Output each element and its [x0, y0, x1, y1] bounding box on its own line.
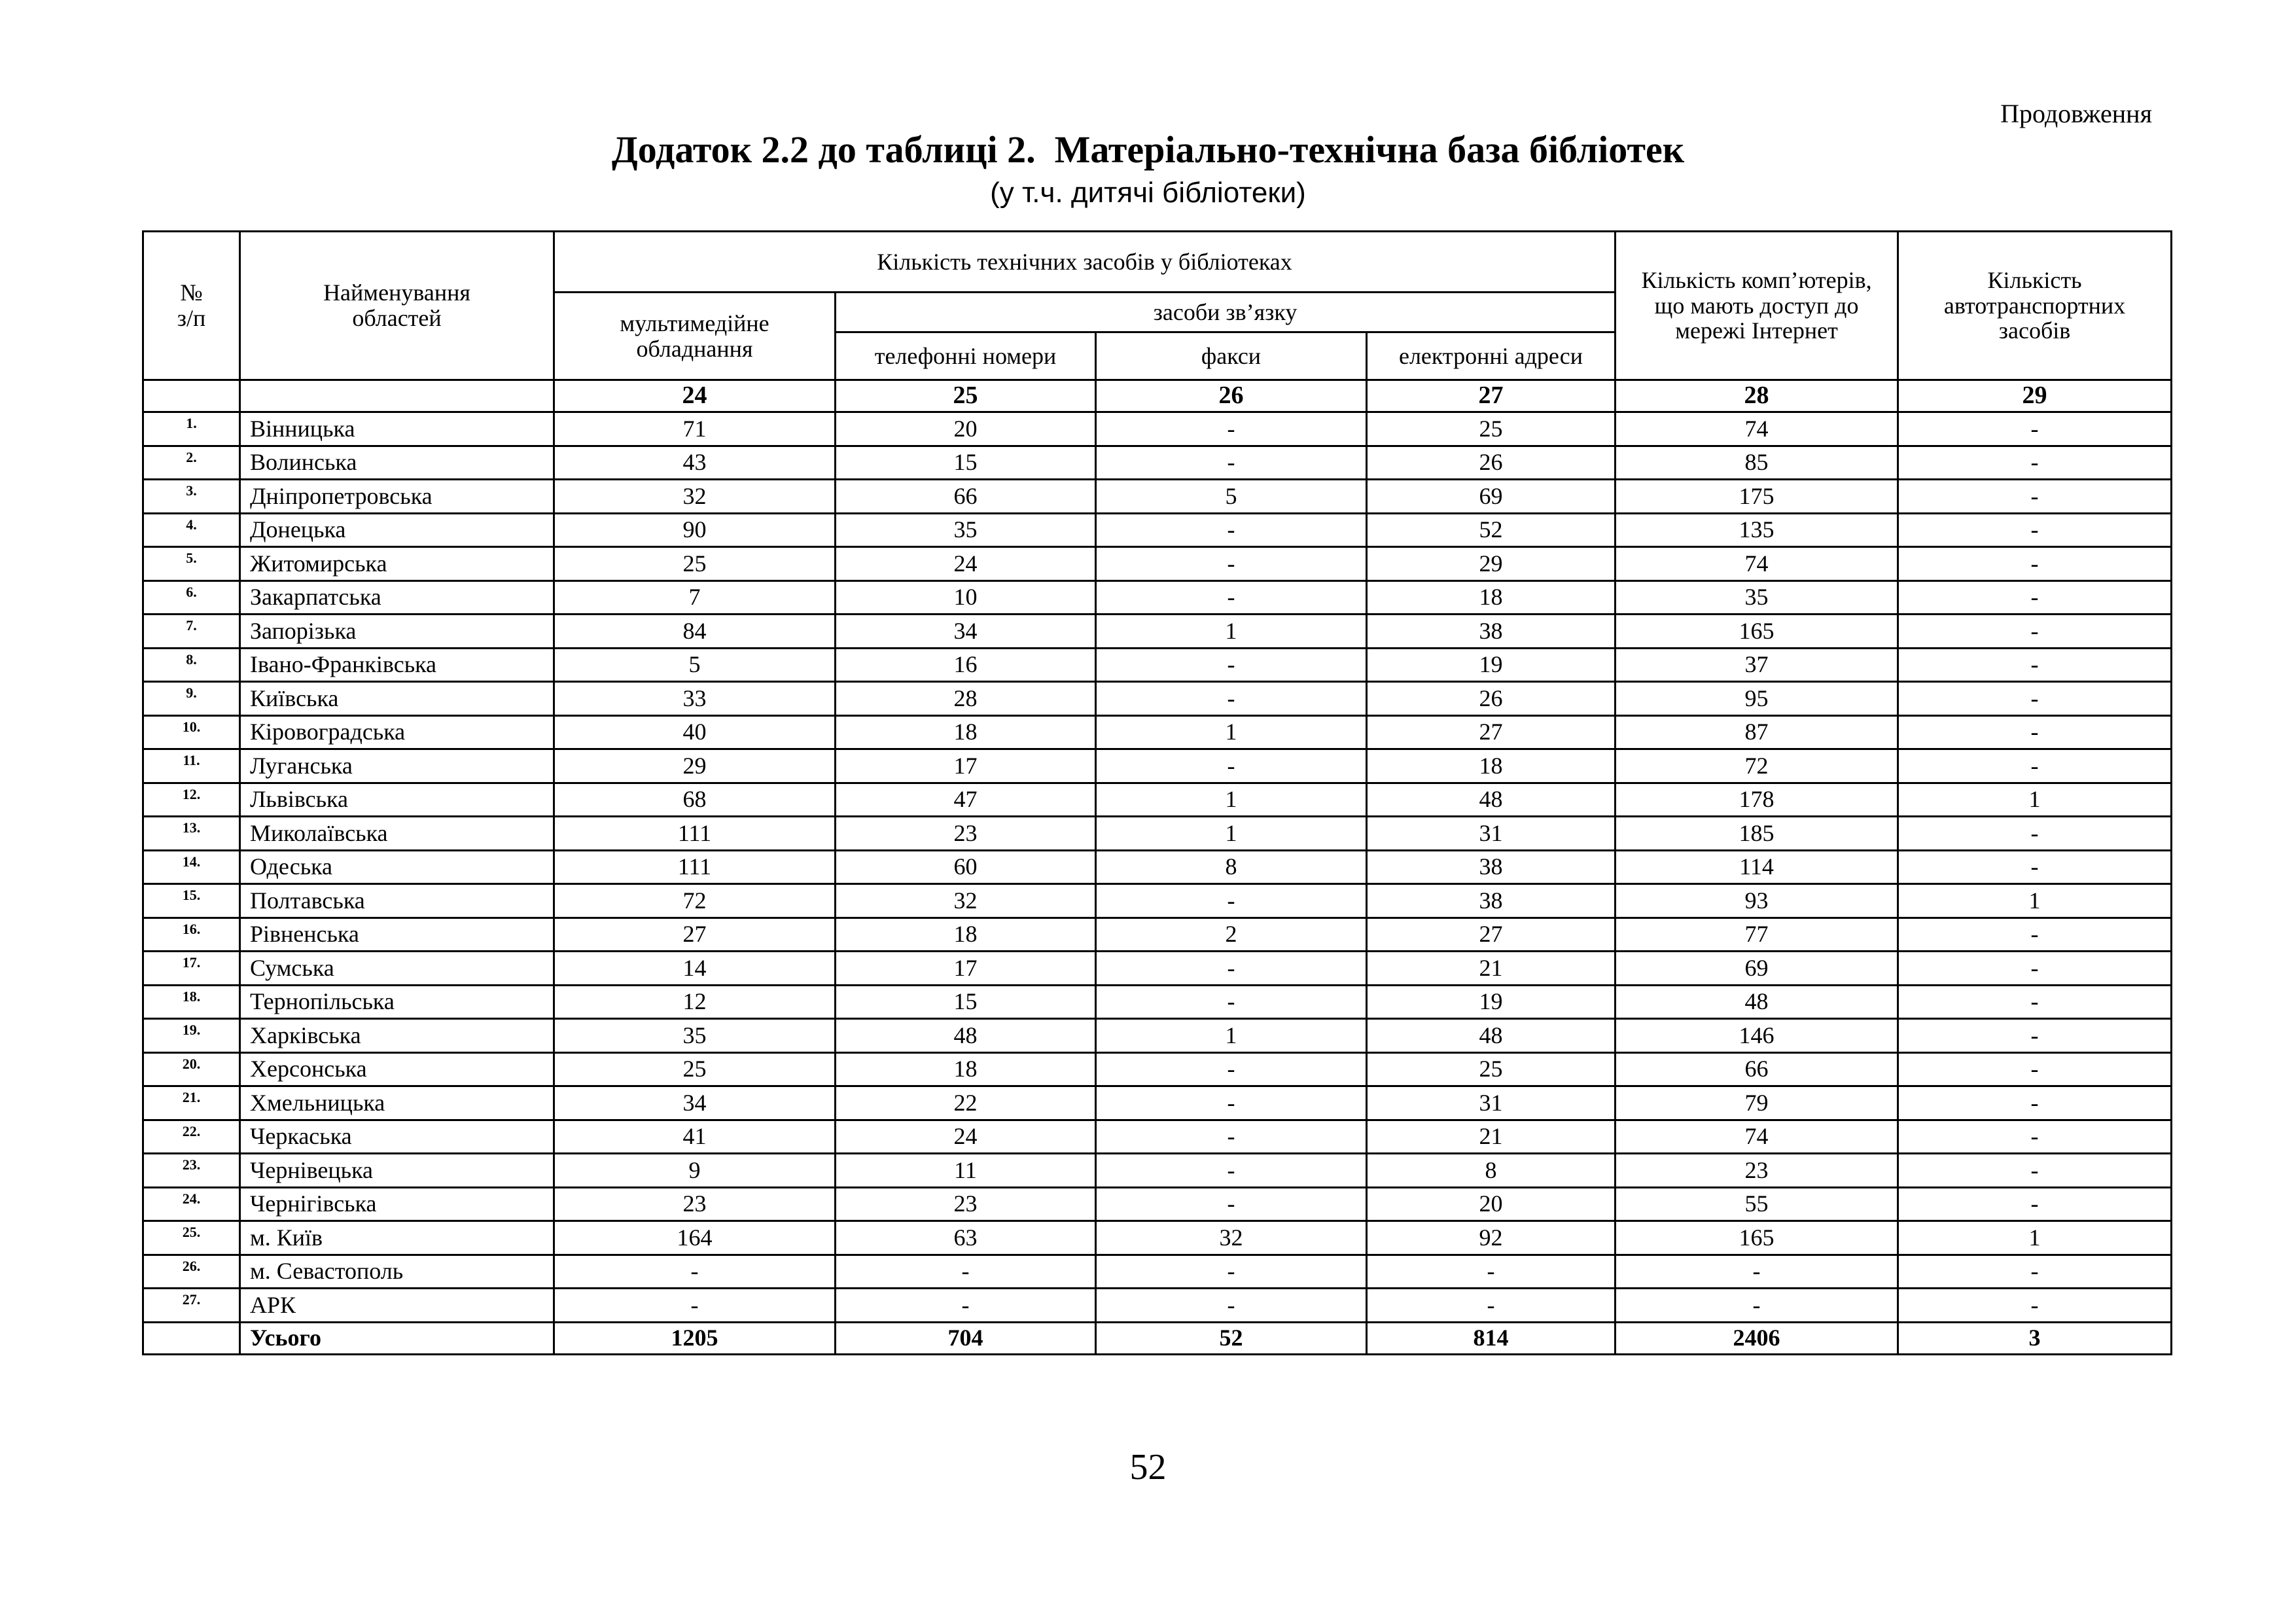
continuation-note: Продовження: [2000, 99, 2152, 128]
email-count: 21: [1367, 1120, 1616, 1154]
row-number: 2.: [143, 446, 240, 480]
region-name: Дніпропетровська: [240, 480, 554, 514]
region-name: Івано-Франківська: [240, 648, 554, 682]
fax-count: -: [1096, 884, 1367, 918]
region-name: Київська: [240, 682, 554, 716]
fax-count: -: [1096, 985, 1367, 1019]
internet-computer-count: 114: [1616, 850, 1898, 884]
fax-count: 32: [1096, 1221, 1367, 1255]
multimedia-count: 7: [554, 580, 836, 615]
fax-count: 1: [1096, 715, 1367, 749]
table-row: [143, 783, 2172, 817]
multimedia-count: 40: [554, 715, 836, 749]
phone-count: 18: [836, 1052, 1096, 1086]
internet-computer-count: 85: [1616, 446, 1898, 480]
fax-count: -: [1096, 1052, 1367, 1086]
fax-count: -: [1096, 412, 1367, 446]
internet-computer-count: 93: [1616, 884, 1898, 918]
phone-count: 63: [836, 1221, 1096, 1255]
region-name: Хмельницька: [240, 1086, 554, 1120]
internet-computer-count: 72: [1616, 749, 1898, 783]
email-count: 21: [1367, 952, 1616, 986]
region-name: Донецька: [240, 513, 554, 547]
phone-count: 18: [836, 918, 1096, 952]
phone-count: 24: [836, 547, 1096, 581]
table-row: [143, 1086, 2172, 1120]
internet-computer-count: 165: [1616, 1221, 1898, 1255]
multimedia-count: -: [554, 1289, 836, 1323]
vehicle-count: -: [1898, 817, 2172, 851]
fax-count: -: [1096, 1255, 1367, 1289]
table-row: [143, 480, 2172, 514]
region-name: Чернігівська: [240, 1187, 554, 1221]
phone-count: 15: [836, 985, 1096, 1019]
internet-computer-count: 79: [1616, 1086, 1898, 1120]
multimedia-count: 25: [554, 547, 836, 581]
vehicle-count: -: [1898, 850, 2172, 884]
email-count: 18: [1367, 580, 1616, 615]
email-count: 92: [1367, 1221, 1616, 1255]
multimedia-count: 14: [554, 952, 836, 986]
phone-count: 18: [836, 715, 1096, 749]
table-row: [143, 985, 2172, 1019]
region-name: Тернопільська: [240, 985, 554, 1019]
table-row: [143, 884, 2172, 918]
phone-count: 23: [836, 817, 1096, 851]
phone-count: 32: [836, 884, 1096, 918]
region-name: Запорізька: [240, 615, 554, 649]
vehicle-count: 1: [1898, 1221, 2172, 1255]
fax-count: -: [1096, 1154, 1367, 1188]
multimedia-count: 41: [554, 1120, 836, 1154]
column-number: 29: [1898, 380, 2172, 412]
fax-count: -: [1096, 580, 1367, 615]
fax-count: -: [1096, 513, 1367, 547]
row-number: 24.: [143, 1187, 240, 1221]
internet-computer-count: -: [1616, 1289, 1898, 1323]
internet-computer-count: 66: [1616, 1052, 1898, 1086]
internet-computer-count: 23: [1616, 1154, 1898, 1188]
fax-count: 5: [1096, 480, 1367, 514]
vehicle-count: -: [1898, 715, 2172, 749]
multimedia-count: 29: [554, 749, 836, 783]
vehicle-count: -: [1898, 648, 2172, 682]
row-number: 19.: [143, 1019, 240, 1053]
fax-count: -: [1096, 446, 1367, 480]
column-number: 26: [1096, 380, 1367, 412]
region-name: Львівська: [240, 783, 554, 817]
vehicle-count: -: [1898, 1052, 2172, 1086]
table-row: [143, 580, 2172, 615]
multimedia-count: 27: [554, 918, 836, 952]
internet-computer-count: 95: [1616, 682, 1898, 716]
table-row: [143, 1120, 2172, 1154]
table-row: [143, 952, 2172, 986]
email-count: 20: [1367, 1187, 1616, 1221]
row-number: 12.: [143, 783, 240, 817]
email-count: 27: [1367, 918, 1616, 952]
email-count: 69: [1367, 480, 1616, 514]
total-row: [143, 1322, 2172, 1354]
header-communication-means: засоби зв’язку: [836, 293, 1616, 332]
email-count: 29: [1367, 547, 1616, 581]
table-row: [143, 749, 2172, 783]
email-count: 25: [1367, 1052, 1616, 1086]
column-number-name: [240, 380, 554, 412]
region-name: Вінницька: [240, 412, 554, 446]
header-vehicles: Кількість автотранспортних засобів: [1898, 232, 2172, 380]
region-name: Одеська: [240, 850, 554, 884]
multimedia-count: 35: [554, 1019, 836, 1053]
email-count: 19: [1367, 985, 1616, 1019]
row-number: 22.: [143, 1120, 240, 1154]
fax-count: -: [1096, 1289, 1367, 1323]
vehicle-count: -: [1898, 749, 2172, 783]
phone-count: 20: [836, 412, 1096, 446]
fax-count: -: [1096, 648, 1367, 682]
vehicle-count: -: [1898, 580, 2172, 615]
table-row: [143, 918, 2172, 952]
multimedia-count: 5: [554, 648, 836, 682]
multimedia-count: 68: [554, 783, 836, 817]
header-tech-means: Кількість технічних засобів у бібліотеках: [554, 232, 1616, 293]
row-number: 7.: [143, 615, 240, 649]
email-count: 38: [1367, 615, 1616, 649]
email-count: 19: [1367, 648, 1616, 682]
table-row: [143, 1187, 2172, 1221]
email-count: 25: [1367, 412, 1616, 446]
row-number: 4.: [143, 513, 240, 547]
row-number: 9.: [143, 682, 240, 716]
phone-count: 35: [836, 513, 1096, 547]
internet-computer-count: 185: [1616, 817, 1898, 851]
header-phone-numbers: телефонні номери: [836, 332, 1096, 380]
row-number: 11.: [143, 749, 240, 783]
email-count: -: [1367, 1289, 1616, 1323]
internet-computer-count: 74: [1616, 412, 1898, 446]
region-name: Сумська: [240, 952, 554, 986]
header-region-name: Найменування областей: [240, 232, 554, 380]
region-name: АРК: [240, 1289, 554, 1323]
phone-count: 28: [836, 682, 1096, 716]
multimedia-count: 111: [554, 817, 836, 851]
email-count: 52: [1367, 513, 1616, 547]
region-name: м. Севастополь: [240, 1255, 554, 1289]
fax-count: -: [1096, 952, 1367, 986]
phone-count: 16: [836, 648, 1096, 682]
internet-computer-count: 165: [1616, 615, 1898, 649]
email-count: 18: [1367, 749, 1616, 783]
row-number: 21.: [143, 1086, 240, 1120]
vehicle-count: -: [1898, 513, 2172, 547]
phone-count: 24: [836, 1120, 1096, 1154]
email-count: -: [1367, 1255, 1616, 1289]
row-number: 18.: [143, 985, 240, 1019]
vehicle-count: -: [1898, 1187, 2172, 1221]
internet-computer-count: 37: [1616, 648, 1898, 682]
email-count: 8: [1367, 1154, 1616, 1188]
total-multimedia-count: 1205: [554, 1322, 836, 1354]
table-row: [143, 850, 2172, 884]
fax-count: -: [1096, 547, 1367, 581]
phone-count: 60: [836, 850, 1096, 884]
internet-computer-count: 135: [1616, 513, 1898, 547]
total-region-name: Усього: [240, 1322, 554, 1354]
header-faxes: факси: [1096, 332, 1367, 380]
region-name: Чернівецька: [240, 1154, 554, 1188]
table-row: [143, 715, 2172, 749]
region-name: Кіровоградська: [240, 715, 554, 749]
page-subtitle: (у т.ч. дитячі бібліотеки): [990, 177, 1306, 209]
vehicle-count: -: [1898, 918, 2172, 952]
vehicle-count: -: [1898, 682, 2172, 716]
multimedia-count: 71: [554, 412, 836, 446]
multimedia-count: 9: [554, 1154, 836, 1188]
vehicle-count: -: [1898, 1086, 2172, 1120]
table-row: [143, 446, 2172, 480]
internet-computer-count: 77: [1616, 918, 1898, 952]
internet-computer-count: 178: [1616, 783, 1898, 817]
fax-count: -: [1096, 682, 1367, 716]
multimedia-count: 164: [554, 1221, 836, 1255]
multimedia-count: 72: [554, 884, 836, 918]
total-fax-count: 52: [1096, 1322, 1367, 1354]
total-vehicle-count: 3: [1898, 1322, 2172, 1354]
region-name: Черкаська: [240, 1120, 554, 1154]
row-number: 5.: [143, 547, 240, 581]
phone-count: 22: [836, 1086, 1096, 1120]
phone-count: 23: [836, 1187, 1096, 1221]
internet-computer-count: 69: [1616, 952, 1898, 986]
fax-count: -: [1096, 1187, 1367, 1221]
total-row-number: [143, 1322, 240, 1354]
email-count: 26: [1367, 446, 1616, 480]
total-email-count: 814: [1367, 1322, 1616, 1354]
row-number: 23.: [143, 1154, 240, 1188]
table-row: [143, 682, 2172, 716]
internet-computer-count: 74: [1616, 1120, 1898, 1154]
multimedia-count: 32: [554, 480, 836, 514]
vehicle-count: -: [1898, 1019, 2172, 1053]
table-row: [143, 1052, 2172, 1086]
table-row: [143, 1154, 2172, 1188]
row-number: 15.: [143, 884, 240, 918]
email-count: 26: [1367, 682, 1616, 716]
table-row: [143, 1289, 2172, 1323]
region-name: Житомирська: [240, 547, 554, 581]
table-row: [143, 615, 2172, 649]
vehicle-count: -: [1898, 547, 2172, 581]
column-number: 24: [554, 380, 836, 412]
phone-count: 15: [836, 446, 1096, 480]
fax-count: -: [1096, 1120, 1367, 1154]
row-number: 20.: [143, 1052, 240, 1086]
header-multimedia: мультимедійне обладнання: [554, 293, 836, 380]
row-number: 27.: [143, 1289, 240, 1323]
multimedia-count: 12: [554, 985, 836, 1019]
vehicle-count: -: [1898, 1255, 2172, 1289]
phone-count: 48: [836, 1019, 1096, 1053]
internet-computer-count: 35: [1616, 580, 1898, 615]
fax-count: 1: [1096, 615, 1367, 649]
fax-count: -: [1096, 749, 1367, 783]
internet-computer-count: 146: [1616, 1019, 1898, 1053]
fax-count: 1: [1096, 783, 1367, 817]
vehicle-count: -: [1898, 480, 2172, 514]
row-number: 25.: [143, 1221, 240, 1255]
vehicle-count: -: [1898, 985, 2172, 1019]
row-number: 10.: [143, 715, 240, 749]
row-number: 14.: [143, 850, 240, 884]
internet-computer-count: -: [1616, 1255, 1898, 1289]
region-name: Луганська: [240, 749, 554, 783]
region-name: Полтавська: [240, 884, 554, 918]
vehicle-count: 1: [1898, 884, 2172, 918]
row-number: 26.: [143, 1255, 240, 1289]
multimedia-count: 84: [554, 615, 836, 649]
table-body: [143, 412, 2172, 1355]
table-row: [143, 1255, 2172, 1289]
internet-computer-count: 48: [1616, 985, 1898, 1019]
column-number: 28: [1616, 380, 1898, 412]
phone-count: -: [836, 1289, 1096, 1323]
column-number-num: [143, 380, 240, 412]
row-number: 16.: [143, 918, 240, 952]
vehicle-count: -: [1898, 1154, 2172, 1188]
vehicle-count: -: [1898, 1289, 2172, 1323]
email-count: 38: [1367, 884, 1616, 918]
email-count: 27: [1367, 715, 1616, 749]
column-number: 27: [1367, 380, 1616, 412]
phone-count: 17: [836, 952, 1096, 986]
row-number: 6.: [143, 580, 240, 615]
email-count: 31: [1367, 1086, 1616, 1120]
column-number: 25: [836, 380, 1096, 412]
table-row: [143, 1221, 2172, 1255]
multimedia-count: 90: [554, 513, 836, 547]
region-name: Рівненська: [240, 918, 554, 952]
internet-computer-count: 55: [1616, 1187, 1898, 1221]
email-count: 31: [1367, 817, 1616, 851]
row-number: 1.: [143, 412, 240, 446]
table-row: [143, 513, 2172, 547]
table-row: [143, 412, 2172, 446]
region-name: м. Київ: [240, 1221, 554, 1255]
header-internet-computers: Кількість комп’ютерів, що мають доступ до мережі Інтернет: [1616, 232, 1898, 380]
internet-computer-count: 74: [1616, 547, 1898, 581]
fax-count: 1: [1096, 1019, 1367, 1053]
total-internet-computer-count: 2406: [1616, 1322, 1898, 1354]
vehicle-count: 1: [1898, 783, 2172, 817]
region-name: Миколаївська: [240, 817, 554, 851]
phone-count: 47: [836, 783, 1096, 817]
multimedia-count: 34: [554, 1086, 836, 1120]
fax-count: 2: [1096, 918, 1367, 952]
phone-count: 11: [836, 1154, 1096, 1188]
table-row: [143, 817, 2172, 851]
row-number: 17.: [143, 952, 240, 986]
phone-count: -: [836, 1255, 1096, 1289]
row-number: 13.: [143, 817, 240, 851]
phone-count: 17: [836, 749, 1096, 783]
phone-count: 34: [836, 615, 1096, 649]
phone-count: 66: [836, 480, 1096, 514]
multimedia-count: 43: [554, 446, 836, 480]
libraries-equipment-table: [142, 230, 2172, 1355]
multimedia-count: 25: [554, 1052, 836, 1086]
row-number: 3.: [143, 480, 240, 514]
table-row: [143, 547, 2172, 581]
fax-count: 1: [1096, 817, 1367, 851]
total-phone-count: 704: [836, 1322, 1096, 1354]
header-num: № з/п: [143, 232, 240, 380]
vehicle-count: -: [1898, 446, 2172, 480]
multimedia-count: -: [554, 1255, 836, 1289]
region-name: Херсонська: [240, 1052, 554, 1086]
vehicle-count: -: [1898, 412, 2172, 446]
row-number: 8.: [143, 648, 240, 682]
internet-computer-count: 87: [1616, 715, 1898, 749]
email-count: 38: [1367, 850, 1616, 884]
page-title: Додаток 2.2 до таблиці 2. Матеріально-технічна база бібліотек: [611, 128, 1685, 171]
header-email-addresses: електронні адреси: [1367, 332, 1616, 380]
page-number: 52: [1129, 1447, 1167, 1488]
multimedia-count: 111: [554, 850, 836, 884]
vehicle-count: -: [1898, 952, 2172, 986]
fax-count: 8: [1096, 850, 1367, 884]
region-name: Закарпатська: [240, 580, 554, 615]
phone-count: 10: [836, 580, 1096, 615]
internet-computer-count: 175: [1616, 480, 1898, 514]
multimedia-count: 33: [554, 682, 836, 716]
vehicle-count: -: [1898, 615, 2172, 649]
table-row: [143, 648, 2172, 682]
region-name: Харківська: [240, 1019, 554, 1053]
table-row: [143, 1019, 2172, 1053]
email-count: 48: [1367, 783, 1616, 817]
region-name: Волинська: [240, 446, 554, 480]
email-count: 48: [1367, 1019, 1616, 1053]
multimedia-count: 23: [554, 1187, 836, 1221]
fax-count: -: [1096, 1086, 1367, 1120]
vehicle-count: -: [1898, 1120, 2172, 1154]
